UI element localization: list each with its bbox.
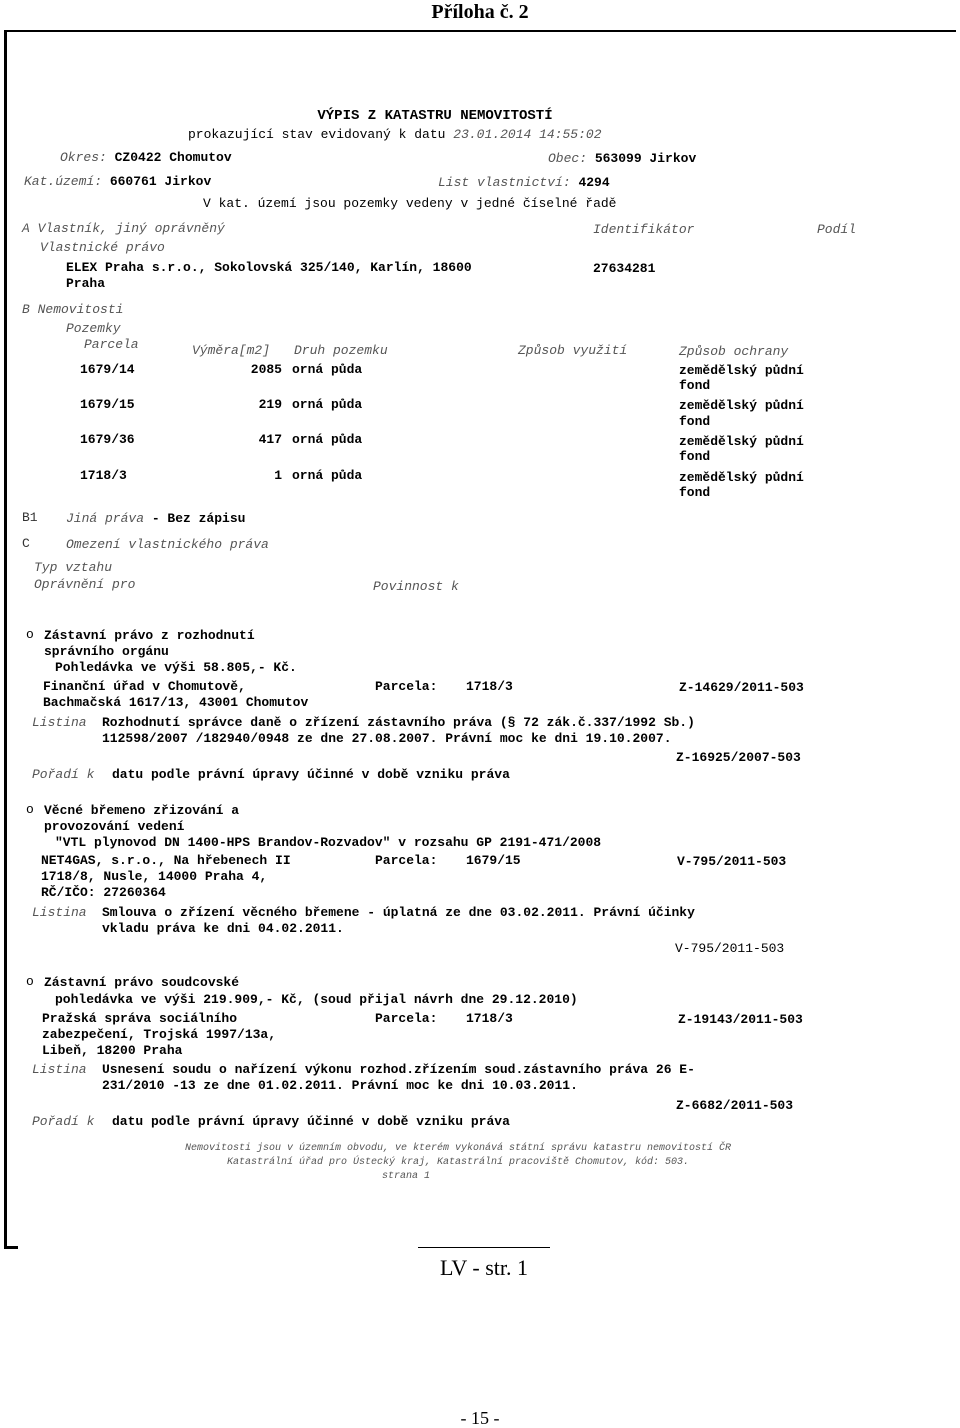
col-relation-type: Typ vztahu bbox=[34, 560, 113, 575]
entry-listina-2: 112598/2007 /182940/0948 ze dne 27.08.2007. Právní moc ke dni 19.10.2007. bbox=[102, 731, 672, 746]
entry-title-1: Věcné břemeno zřizování a bbox=[44, 803, 240, 818]
entry-order-label: Pořadí k bbox=[32, 767, 95, 782]
row-protection-1: zemědělský půdní bbox=[679, 434, 804, 449]
section-b1-label: B1 bbox=[22, 510, 38, 525]
entry-order-label: Pořadí k bbox=[32, 1114, 95, 1129]
footer-line-1: Nemovitosti jsou v územním obvodu, ve kterém vykonává státní správu katastru nemovitostí ČR bbox=[184, 1143, 732, 1154]
report-title: VÝPIS Z KATASTRU NEMOVITOSTÍ bbox=[317, 108, 553, 124]
entry-order-text: datu podle právní úpravy účinné v době vzniku práva bbox=[112, 1114, 510, 1129]
entry-parcel: 1718/3 bbox=[466, 1011, 513, 1026]
entry-party-3: Libeň, 18200 Praha bbox=[42, 1043, 183, 1058]
entry-parcel-label: Parcela: bbox=[375, 853, 438, 868]
entry-bullet: o bbox=[26, 627, 34, 642]
entry-title-1: Zástavní právo soudcovské bbox=[44, 975, 240, 990]
entry-order-text: datu podle právní úpravy účinné v době vzniku práva bbox=[112, 767, 510, 782]
katuzemi-label: Kat.území: bbox=[24, 174, 103, 189]
entry-listina-code: Z-6682/2011-503 bbox=[676, 1098, 794, 1113]
entry-listina-code: Z-16925/2007-503 bbox=[676, 750, 801, 765]
col-area: Výměra[m2] bbox=[192, 343, 271, 358]
section-b-heading: B Nemovitosti bbox=[22, 302, 124, 317]
report-subtitle-prefix: prokazující stav evidovaný k datu bbox=[188, 127, 446, 142]
entry-party-2: zabezpečení, Trojská 1997/13a, bbox=[42, 1027, 277, 1042]
entry-listina-label: Listina bbox=[32, 1062, 87, 1077]
entry-detail: "VTL plynovod DN 1400-HPS Brandov-Rozvadov" v rozsahu GP 2191-471/2008 bbox=[55, 835, 602, 850]
entry-parcel-label: Parcela: bbox=[375, 1011, 438, 1026]
owner-identifier: 27634281 bbox=[593, 261, 656, 276]
cadastre-note: V kat. území jsou pozemky vedeny v jedné číselné řadě bbox=[203, 196, 617, 211]
frame-bottom-corner bbox=[4, 1246, 18, 1249]
row-type: orná půda bbox=[292, 468, 363, 483]
entry-bullet: o bbox=[26, 974, 34, 989]
entry-party-3: RČ/IČO: 27260364 bbox=[41, 885, 166, 900]
row-protection-2: fond bbox=[679, 414, 711, 429]
section-b1-text: Jiná práva bbox=[66, 511, 145, 526]
entry-code: Z-14629/2011-503 bbox=[679, 680, 804, 695]
entry-code: V-795/2011-503 bbox=[677, 854, 787, 869]
identifier-header: Identifikátor bbox=[593, 222, 695, 237]
frame-left-border bbox=[4, 30, 7, 1248]
entry-parcel-label: Parcela: bbox=[375, 679, 438, 694]
entry-listina-2: vkladu práva ke dni 04.02.2011. bbox=[102, 921, 344, 936]
col-authorized-for: Oprávnění pro bbox=[34, 577, 136, 592]
obec-value: 563099 Jirkov bbox=[594, 151, 697, 166]
row-parcel: 1679/36 bbox=[80, 432, 135, 447]
row-area: 219 bbox=[258, 397, 282, 412]
row-area: 1 bbox=[274, 468, 282, 483]
row-area: 417 bbox=[258, 432, 282, 447]
entry-title-1: Zástavní právo z rozhodnutí bbox=[44, 628, 255, 643]
col-protection: Způsob ochrany bbox=[679, 344, 789, 359]
entry-party-2: 1718/8, Nusle, 14000 Praha 4, bbox=[41, 869, 268, 884]
entry-bullet: o bbox=[26, 802, 34, 817]
entry-detail: Pohledávka ve výši 58.805,- Kč. bbox=[55, 660, 297, 675]
entry-party-1: Pražská správa sociálního bbox=[42, 1011, 238, 1026]
owner-line-2: Praha bbox=[66, 276, 106, 291]
entry-code: Z-19143/2011-503 bbox=[678, 1012, 803, 1027]
lv-separator-line bbox=[418, 1247, 550, 1248]
entry-party-1: Finanční úřad v Chomutově, bbox=[43, 679, 246, 694]
entry-listina-1: Smlouva o zřízení věcného břemene - úplatná ze dne 03.02.2011. Právní účinky bbox=[102, 905, 695, 920]
entry-title-2: provozování vedení bbox=[44, 819, 185, 834]
section-c-text: Omezení vlastnického práva bbox=[66, 537, 269, 552]
row-protection-2: fond bbox=[679, 449, 711, 464]
row-protection-1: zemědělský půdní bbox=[679, 470, 804, 485]
row-type: orná půda bbox=[292, 362, 363, 377]
row-protection-1: zemědělský půdní bbox=[679, 398, 804, 413]
entry-listina-code: V-795/2011-503 bbox=[675, 941, 785, 956]
katuzemi-value: 660761 Jirkov bbox=[109, 174, 212, 189]
row-parcel: 1718/3 bbox=[80, 468, 127, 483]
entry-parcel: 1679/15 bbox=[466, 853, 521, 868]
row-type: orná půda bbox=[292, 397, 363, 412]
entry-party-1: NET4GAS, s.r.o., Na hřebenech II bbox=[41, 853, 291, 868]
okres-row bbox=[60, 150, 232, 166]
row-protection-2: fond bbox=[679, 485, 711, 500]
col-duty-to: Povinnost k bbox=[373, 579, 459, 594]
entry-detail: pohledávka ve výši 219.909,- Kč, (soud přijal návrh dne 29.12.2010) bbox=[55, 992, 578, 1007]
entry-parcel: 1718/3 bbox=[466, 679, 513, 694]
page-number: - 15 - bbox=[460, 1408, 500, 1428]
row-area: 2085 bbox=[250, 362, 282, 377]
lv-label: List vlastnictví: bbox=[438, 175, 571, 190]
entry-party-2: Bachmačská 1617/13, 43001 Chomutov bbox=[43, 695, 309, 710]
entry-listina-label: Listina bbox=[32, 715, 87, 730]
lv-row bbox=[438, 175, 610, 191]
footer-line-3: strana 1 bbox=[381, 1171, 430, 1182]
report-subtitle bbox=[188, 127, 602, 143]
section-a-heading: A Vlastník, jiný oprávněný bbox=[22, 221, 225, 236]
lv-page-label: LV - str. 1 bbox=[439, 1255, 529, 1280]
attachment-title: Příloha č. 2 bbox=[431, 1, 529, 23]
share-header: Podíl bbox=[817, 222, 857, 237]
row-type: orná půda bbox=[292, 432, 363, 447]
entry-listina-2: 231/2010 -13 ze dne 01.02.2011. Právní moc ke dni 10.03.2011. bbox=[102, 1078, 578, 1093]
col-parcel: Parcela bbox=[84, 337, 139, 352]
obec-row bbox=[548, 151, 696, 167]
section-a-subheading: Vlastnické právo bbox=[40, 240, 165, 255]
lv-value: 4294 bbox=[578, 175, 610, 190]
frame-top-border bbox=[4, 30, 956, 32]
entry-listina-1: Usnesení soudu o nařízení výkonu rozhod.zřízením soud.zástavního práva 26 E- bbox=[102, 1062, 695, 1077]
row-protection-2: fond bbox=[679, 378, 711, 393]
katuzemi-row bbox=[24, 174, 211, 190]
report-date: 23.01.2014 14:55:02 bbox=[453, 127, 602, 142]
obec-label: Obec: bbox=[548, 151, 588, 166]
entry-title-2: správního orgánu bbox=[44, 644, 169, 659]
col-type: Druh pozemku bbox=[294, 343, 388, 358]
col-use: Způsob využití bbox=[518, 343, 628, 358]
owner-line-1: ELEX Praha s.r.o., Sokolovská 325/140, Karlín, 18600 bbox=[66, 260, 472, 275]
row-parcel: 1679/14 bbox=[80, 362, 135, 377]
okres-value: CZ0422 Chomutov bbox=[114, 150, 232, 165]
section-b1-row bbox=[66, 511, 245, 527]
row-protection-1: zemědělský půdní bbox=[679, 363, 804, 378]
footer-line-2: Katastrální úřad pro Ústecký kraj, Katastrální pracoviště Chomutov, kód: 503. bbox=[226, 1157, 690, 1168]
section-b-subheading: Pozemky bbox=[66, 321, 121, 336]
entry-listina-1: Rozhodnutí správce daně o zřízení zástavního práva (§ 72 zák.č.337/1992 Sb.) bbox=[102, 715, 695, 730]
entry-listina-label: Listina bbox=[32, 905, 87, 920]
section-b1-value: - Bez zápisu bbox=[151, 511, 246, 526]
row-parcel: 1679/15 bbox=[80, 397, 135, 412]
okres-label: Okres: bbox=[60, 150, 107, 165]
section-c-label: C bbox=[22, 536, 30, 551]
